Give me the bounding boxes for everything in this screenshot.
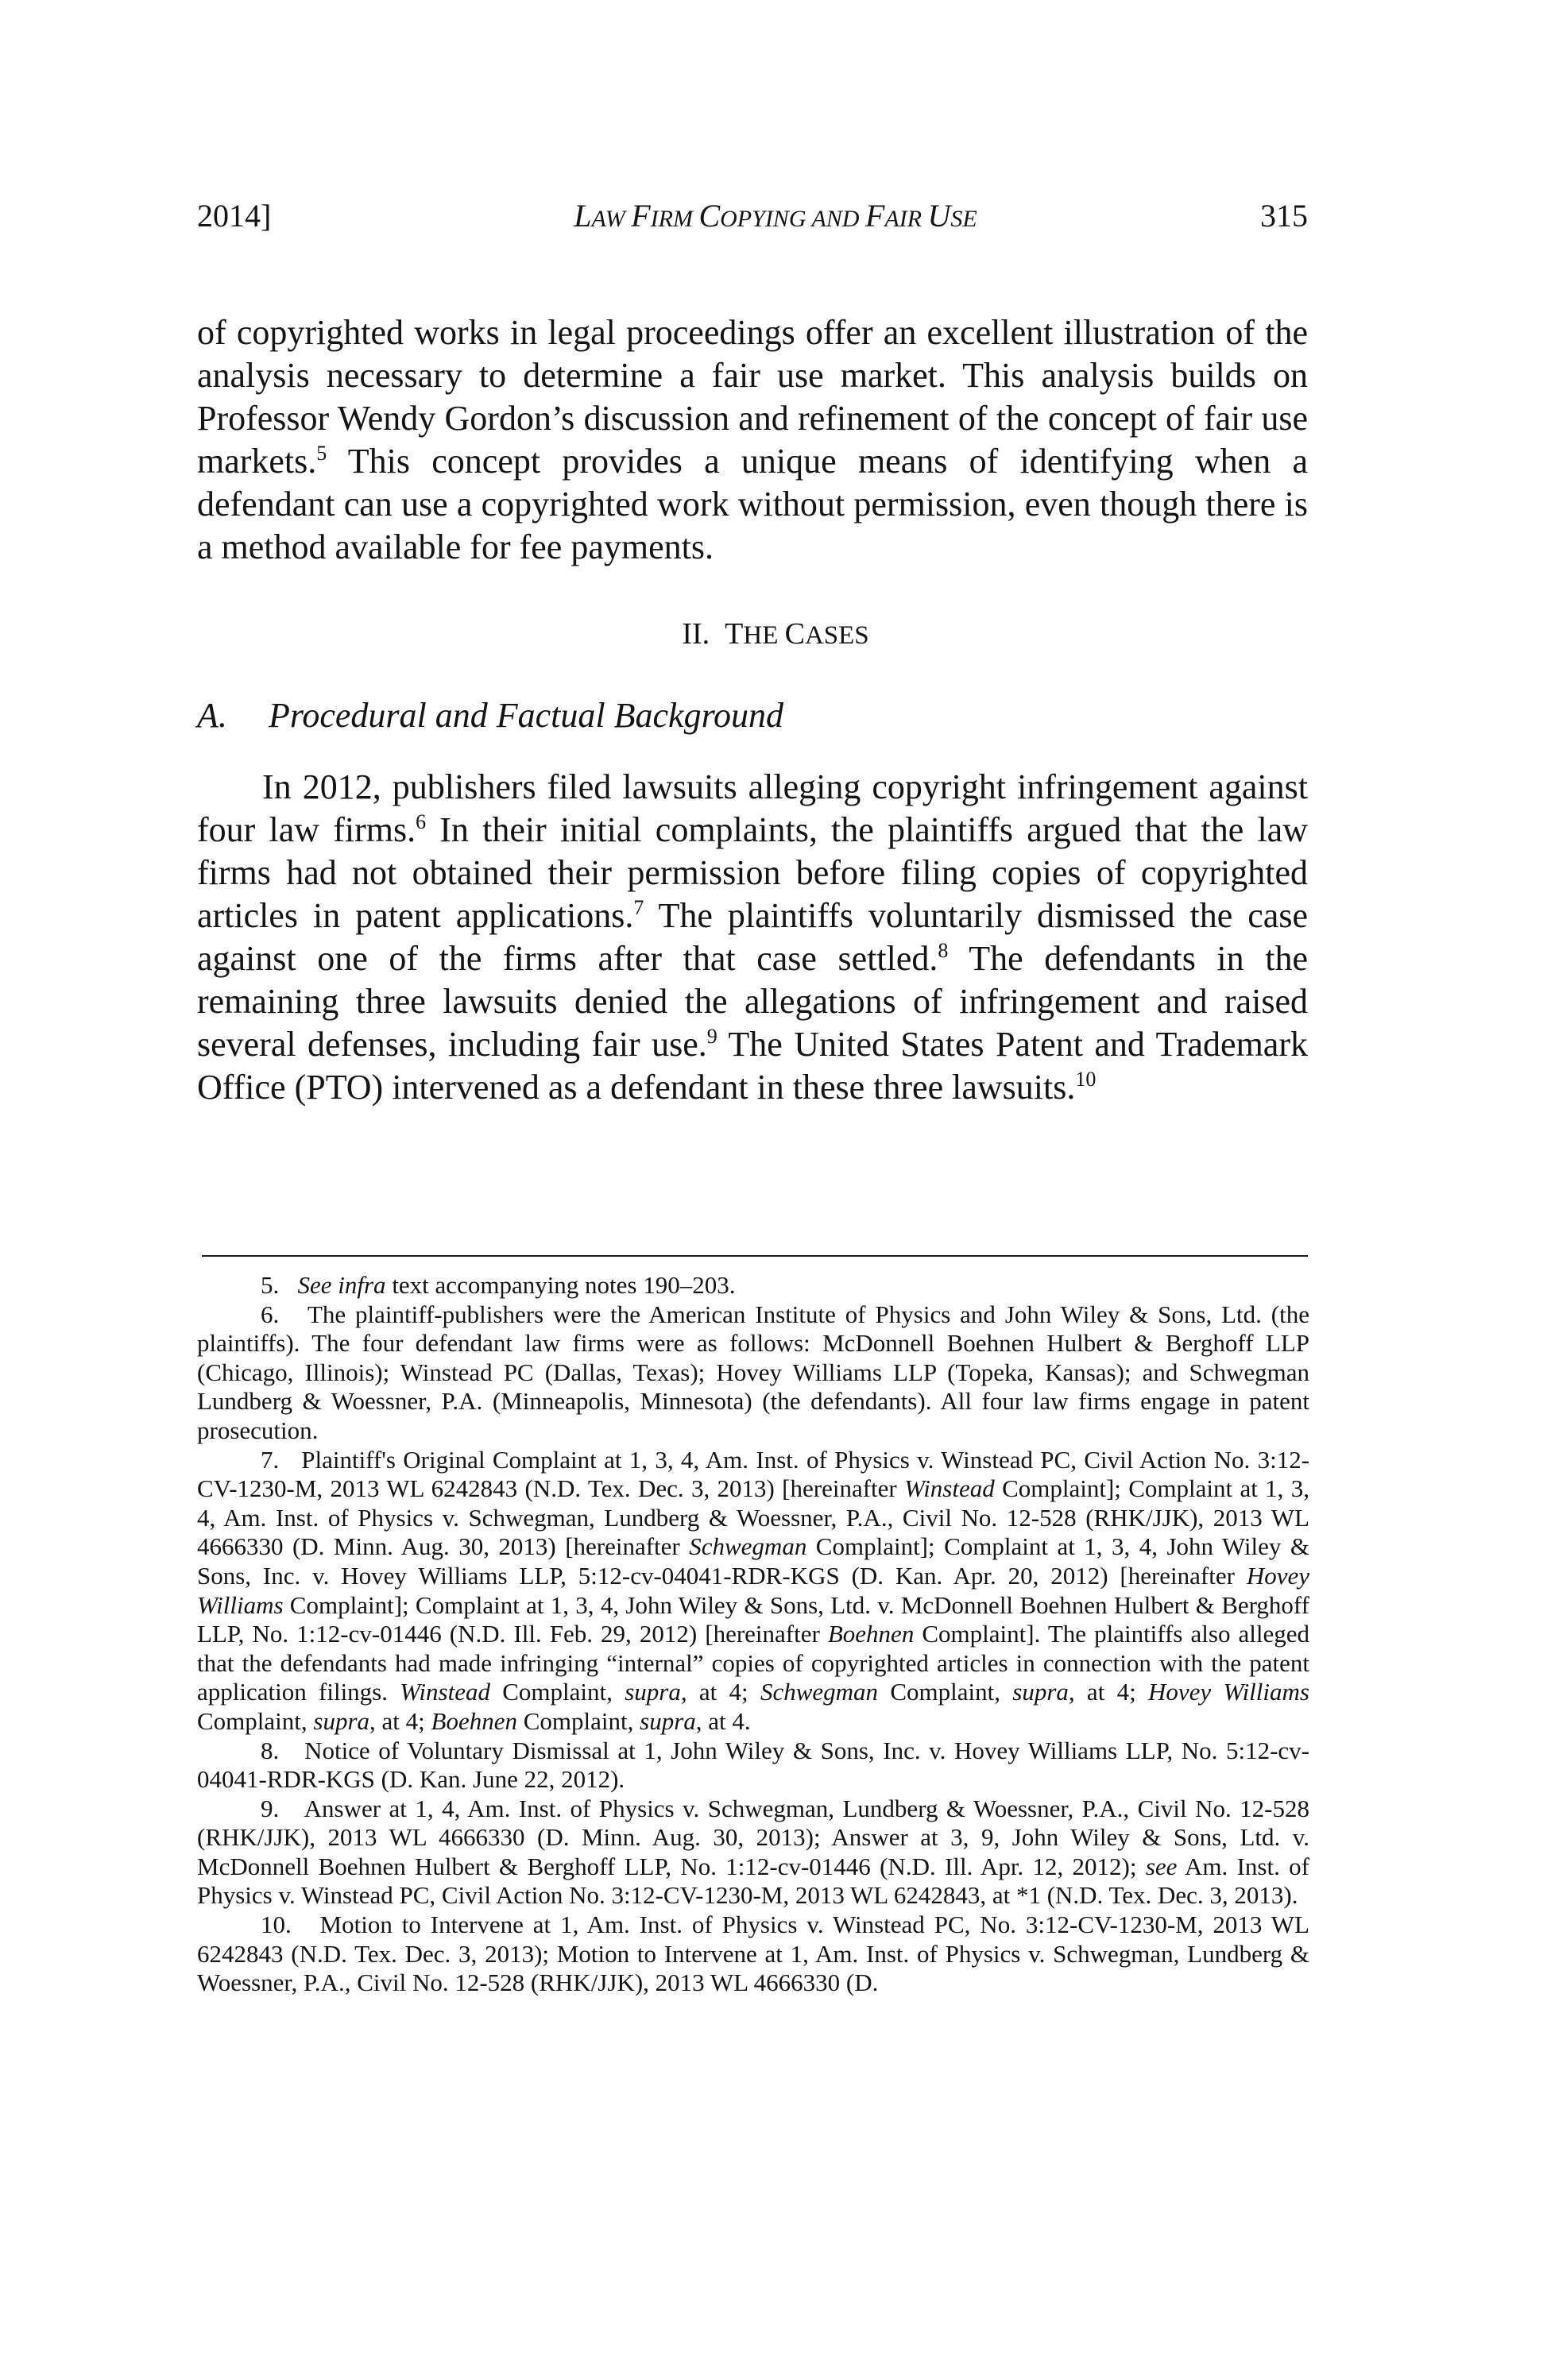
footnote-ref-6[interactable]: 6 bbox=[416, 810, 427, 833]
footnote-ref-9[interactable]: 9 bbox=[706, 1025, 717, 1048]
footnote-separator bbox=[202, 1255, 1308, 1257]
footnote-ref-7[interactable]: 7 bbox=[633, 896, 644, 919]
footnote-9: 9. Answer at 1, 4, Am. Inst. of Physics v. Schwegman, Lundberg & Woessner, P.A., Civil No. 12-528 (RHK/JJK), 2013 WL 4666330 (D. Minn. Aug. 30, 2013); Answer at 3, 9, John Wiley & Sons, Ltd. v. McDonnell Boehnen Hulbert & Berghoff LLP, No. 1:12-cv-01446 (N.D. Ill. Apr. 12, 2012); see Am. Inst. of Physics v. Winstead PC, Civil Action No. 3:12-CV-1230-M, 2013 WL 6242843, at *1 (N.D. Tex. Dec. 3, 2013). bbox=[197, 1794, 1309, 1910]
paragraph-intro: of copyrighted works in legal proceedings offer an excellent illustration of the analysis necessary to determine a fair use market. This analysis builds on Professor Wendy Gordon’s discussion and refinement of the concept of fair use markets.$^5$ This concept provides a unique means of identifying when a defendant can use a copyrighted work without permission, even though there is a method available for fee payments. bbox=[197, 313, 1308, 566]
footnote-8: 8. Notice of Voluntary Dismissal at 1, John Wiley & Sons, Inc. v. Hovey Williams LLP, No. 5:12-cv-04041-RDR-KGS (D. Kan. June 22, 2012). bbox=[197, 1736, 1310, 1794]
footnote-6: 6. The plaintiff-publishers were the American Institute of Physics and John Wiley & Sons, Ltd. (the plaintiffs). The four defendant law firms were as follows: McDonnell Boehnen Hulbert & Berghoff LLP (Chicago, Illinois); Winstead PC (Dallas, Texas); Hovey Williams LLP (Topeka, Kansas); and Schwegman Lundberg & Woessner, P.A. (Minneapolis, Minnesota) (the defendants). All four law firms engage in patent prosecution. bbox=[197, 1300, 1309, 1444]
footnote-ref-10[interactable]: 10 bbox=[1075, 1068, 1097, 1091]
subsection-heading: A. Procedural and Factual Background bbox=[197, 696, 784, 735]
section-heading: II. THE CASES bbox=[682, 617, 869, 651]
paragraph-background: In 2012, publishers filed lawsuits alleging copyright infringement against four law firms.$^6$ In their initial complaints, the plaintiffs argued that the law firms had not obtained their permission before filing copies of copyrighted articles in patent applications.$^7$ The plaintiffs voluntarily dismissed the case against one of the firms after that case settled.$^8$ The defendants in the remaining three lawsuits denied the allegations of infringement and raised several defenses, including fair use.$^9$ The United States Patent and Trademark Office (PTO) intervened as a defendant in these three lawsuits.$^{10}$ bbox=[197, 767, 1308, 1107]
footnote-ref-8[interactable]: 8 bbox=[938, 939, 949, 962]
footnote-5: 5. See infra text accompanying notes 190–203. bbox=[261, 1271, 736, 1299]
running-header-year: 2014] bbox=[197, 198, 272, 234]
footnotes bbox=[197, 1271, 1309, 1998]
footnote-7: 7. Plaintiff's Original Complaint at 1, 3, 4, Am. Inst. of Physics v. Winstead PC, Civil Action No. 3:12-CV-1230-M, 2013 WL 6242843 (N.D. Tex. Dec. 3, 2013) [hereinafter Winstead Complaint]; Complaint at 1, 3, 4, Am. Inst. of Physics v. Schwegman, Lundberg & Woessner, P.A., Civil No. 12-528 (RHK/JJK), 2013 WL 4666330 (D. Minn. Aug. 30, 2013) [hereinafter Schwegman Complaint]; Complaint at 1, 3, 4, John Wiley & Sons, Inc. v. Hovey Williams LLP, 5:12-cv-04041-RDR-KGS (D. Kan. Apr. 20, 2012) [hereinafter Hovey Williams Complaint]; Complaint at 1, 3, 4, John Wiley & Sons, Ltd. v. McDonnell Boehnen Hulbert & Berghoff LLP, No. 1:12-cv-01446 (N.D. Ill. Feb. 29, 2012) [hereinafter Boehnen Complaint]. The plaintiffs also alleged that the defendants had made infringing “internal” copies of copyrighted articles in connection with the patent application filings. Winstead Complaint, supra, at 4; Schwegman Complaint, supra, at 4; Hovey Williams Complaint, supra, at 4; Boehnen Complaint, supra, at 4. bbox=[197, 1445, 1310, 1735]
footnote-ref-5[interactable]: 5 bbox=[316, 442, 327, 465]
footnote-10: 10. Motion to Intervene at 1, Am. Inst. of Physics v. Winstead PC, No. 3:12-CV-1230-M, 2013 WL 6242843 (N.D. Tex. Dec. 3, 2013); Motion to Intervene at 1, Am. Inst. of Physics v. Schwegman, Lundberg & Woessner, P.A., Civil No. 12-528 (RHK/JJK), 2013 WL 4666330 (D. bbox=[197, 1911, 1309, 1997]
running-header-title: LAW FIRM COPYING AND FAIR USE bbox=[574, 198, 977, 234]
page-number: 315 bbox=[1260, 198, 1308, 234]
